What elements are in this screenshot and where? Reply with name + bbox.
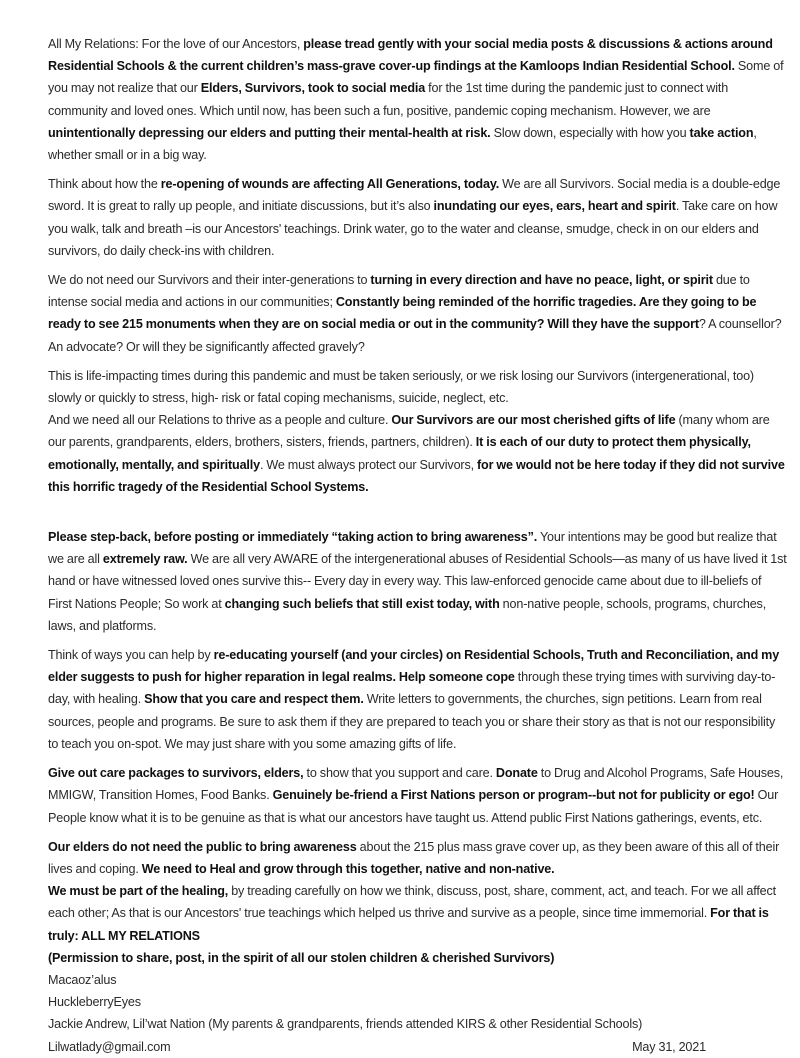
paragraph-care-packages [48,762,788,829]
body-text: due to intense social media and actions in our communities; [48,273,750,310]
body-text: Your intentions may be good but realize that we are all [48,530,777,567]
emphasized-text: Our Survivors are our most cherished gifts of life [391,413,676,428]
emphasized-text: please tread gently with your social media posts & discussions & actions around Residential Schools & the current children’s mass-grave cover-up findings at the Kamloops Indian Residential School. [48,37,773,74]
body-text: for the 1st time during the pandemic just to connect with community and loved ones. Which until now, has been such a fun, positive, pandemic coping mechanism. However, we are [48,81,729,118]
body-text: And we need all our Relations to thrive as a people and culture. [48,413,392,428]
body-text: , whether small or in a big way. [48,125,757,163]
signature-name-macaozalus: Macaoz’alus [48,972,117,987]
body-text: through these trying times with surviving day-to-day, with healing. [48,670,776,707]
emphasized-text: Elders, Survivors, took to social media [200,81,426,96]
body-text: Think of ways you can help by [48,648,214,663]
emphasized-text: changing such beliefs that still exist today, with [224,596,500,611]
paragraph-reopening-wounds [48,173,788,262]
body-text: All My Relations: For the love of our Ancestors, [48,37,304,51]
body-text: non-native people, schools, programs, churches, laws, and platforms. [48,596,767,633]
emphasized-text: Show that you care and respect them. [144,692,364,707]
body-text: by treading carefully on how we think, discuss, post, share, comment, act, and teach. For we all affect each other; As that is our Ancestors' true teachings which helped us thrive and survive as a people, since time immemorial. [48,884,777,921]
body-text: to Drug and Alcohol Programs, Safe Houses, MMIGW, Transition Homes, Food Banks. [48,766,784,803]
paragraph-list [48,33,788,947]
contact-date-row [48,1036,706,1058]
author-line: Jackie Andrew, Lil’wat Nation (My parents & grandparents, friends attended KIRS & other Residential Schools) [48,1017,643,1032]
body-text: We are all Survivors. Social media is a double-edge sword. It is great to rally up people, and initiate discussions, but it’s also [48,177,781,214]
body-text: to show that you support and care. [303,766,496,781]
paragraph-part-of-healing [48,880,788,947]
body-text: ? A counsellor? An advocate? Or will they be significantly affected gravely? [48,317,782,354]
emphasized-text: extremely raw. [102,552,188,567]
paragraph-ways-to-help [48,644,788,755]
emphasized-text: inundating our eyes, ears, heart and spirit [433,199,676,214]
emphasized-text: We need to Heal and grow through this together, native and non-native. [141,861,555,876]
emphasized-text: Constantly being reminded of the horrific tragedies. Are they going to be ready to see 215 monuments when they are on social media or out in the community? Will they have the support [48,295,757,332]
emphasized-text: Donate [495,766,538,781]
body-text: about the 215 plus mass grave cover up, as they been aware of this all of their lives and coping. [48,839,780,876]
emphasized-text: We must be part of the healing, [48,884,229,899]
body-text: Write letters to governments, the churches, sign petitions. Learn from real sources, people and programs. Be sure to ask them if they are prepared to teach you or share their story as that is not our responsibility to teach you on-spot. We may just share with you some amazing gifts of life. [48,692,776,751]
emphasized-text: For that is truly: ALL MY RELATIONS [48,906,769,943]
body-text: We are all very AWARE of the intergenerational abuses of Residential Schools—as many of us have lived it 1st hand or have witnessed loved ones survive this-- Every day in every way. This law-enforced genocide came about due to ill-beliefs of First Nations People; So work at [48,552,787,611]
emphasized-text: Give out care packages to survivors, elders, [48,766,304,781]
body-text: . We must always protect our Survivors, [259,457,478,472]
emphasized-text: Our elders do not need the public to bring awareness [48,839,357,854]
paragraph-cherished-gifts [48,409,788,498]
author-email[interactable]: Lilwatlady@gmail.com [48,1039,171,1054]
emphasized-text: for we would not be here today if they did not survive this horrific tragedy of the Residential School Systems. [48,457,785,494]
signature-block [48,947,788,1058]
emphasized-text: Genuinely be-friend a First Nations person or program--but not for publicity or ego! [272,788,755,803]
emphasized-text: Please step-back, before posting or immediately “taking action to bring awareness”. [48,530,538,545]
permission-note: (Permission to share, post, in the spirit of all our stolen children & cherished Survivors) [48,950,555,965]
body-text: This is life-impacting times during this pandemic and must be taken seriously, or we risk losing our Survivors (intergenerational, too) slowly or quickly to stress, high- risk or fatal coping mechanisms, suicide, neglect, etc. [48,368,754,406]
body-text: We do not need our Survivors and their inter-generations to [48,273,371,288]
paragraph-life-impacting [48,365,788,409]
signature-name-huckleberryeyes: HuckleberryEyes [48,995,141,1010]
emphasized-text: take action [689,125,754,140]
paragraph-intro [48,33,788,166]
body-text: . Take care on how you walk, talk and breath –is our Ancestors' teachings. Drink water, go to the water and cleanse, smudge, check in on our elders and survivors, do daily check-ins with children. [48,199,778,258]
emphasized-text: re-educating yourself (and your circles) on Residential Schools, Truth and Reconciliation, and my elder suggests to push for higher reparation in legal realms. Help someone cope [48,648,780,685]
emphasized-text: unintentionally depressing our elders and putting their mental-health at risk. [48,125,491,140]
paragraph-step-back [48,526,788,637]
paragraph-elders-aware [48,836,788,880]
body-text: Some of you may not realize that our [48,59,784,96]
emphasized-text: It is each of our duty to protect them physically, emotionally, mentally, and spiritually [48,435,751,472]
body-text: Our People know what it is to be genuine as that is what our ancestors have taught us. Attend public First Nations gatherings, events, etc. [48,788,779,825]
body-text: (many whom are our parents, grandparents, elders, brothers, sisters, friends, partners, children). [48,413,770,450]
emphasized-text: turning in every direction and have no peace, light, or spirit [370,273,713,288]
document-body [48,33,788,1058]
body-text: Slow down, especially with how you [490,125,690,140]
body-text: Think about how the [48,177,161,192]
emphasized-text: re-opening of wounds are affecting All Generations, today. [160,177,500,192]
document-date: May 31, 2021 [632,1039,706,1054]
paragraph-no-peace [48,269,788,358]
